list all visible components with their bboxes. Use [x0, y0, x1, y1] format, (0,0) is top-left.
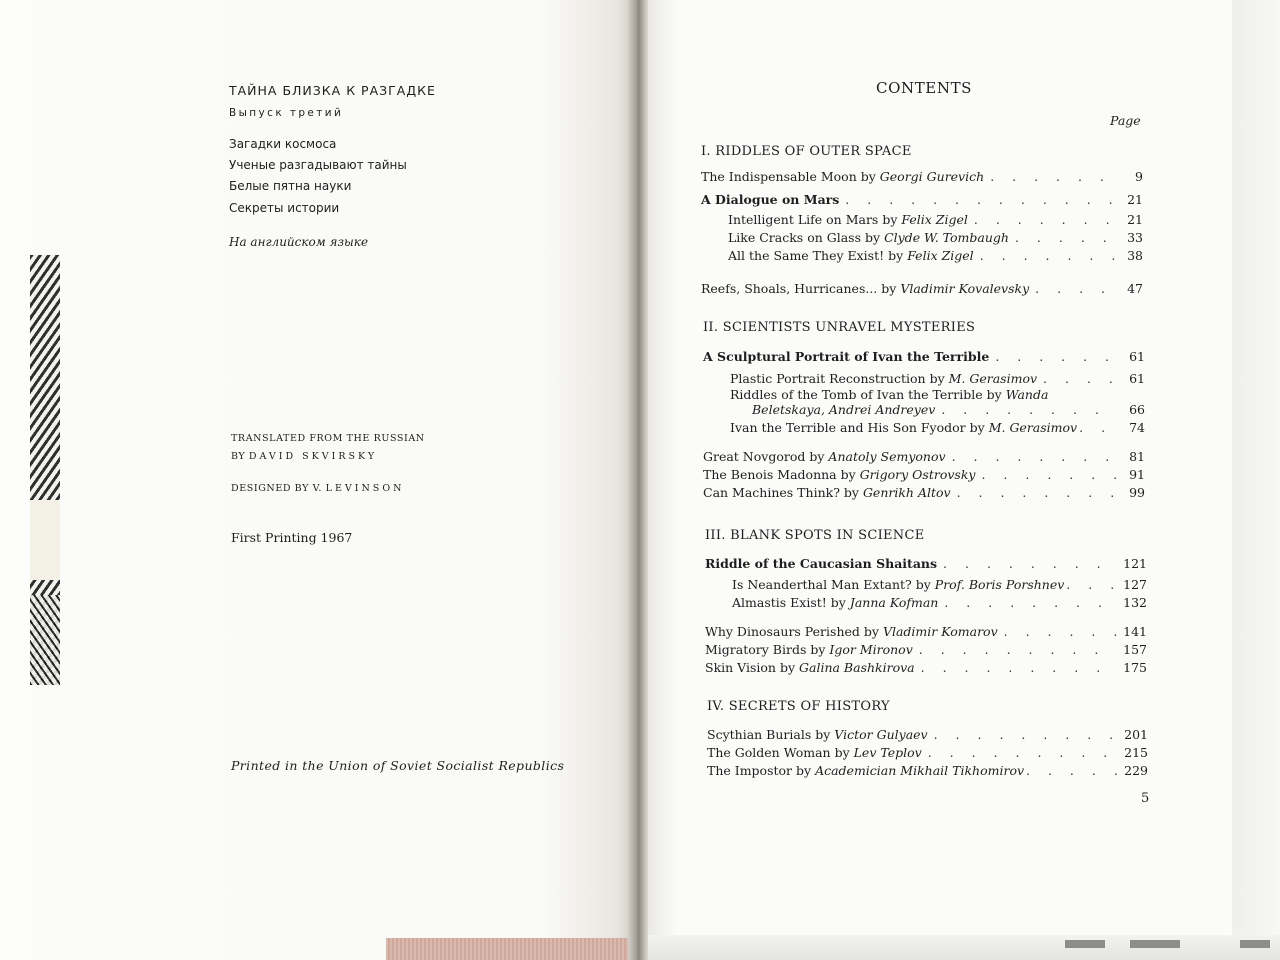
entry-title: Like Cracks on Glass [728, 230, 862, 245]
entry-author: Vladimir Komarov [882, 624, 998, 639]
toc-entry [703, 467, 1145, 483]
cover-art-strip-light [30, 500, 60, 580]
leader-dots [845, 192, 1115, 208]
entry-title: The Impostor [707, 763, 793, 778]
toc-entry [701, 281, 1143, 297]
entry-text [730, 420, 1077, 436]
toc-entry [701, 169, 1143, 185]
leader-dots [921, 660, 1118, 676]
entry-text [707, 745, 922, 761]
russian-item: Секреты истории [229, 201, 340, 215]
toc-entry [707, 763, 1148, 779]
leader-dots [941, 402, 1117, 418]
entry-page: 121 [1123, 556, 1147, 571]
leader-dots [1043, 371, 1117, 387]
entry-text [707, 727, 928, 743]
entry-page: 81 [1129, 449, 1145, 464]
contents-heading: CONTENTS [876, 79, 973, 97]
entry-text [705, 660, 915, 676]
russian-title: ТАЙНА БЛИЗКА К РАЗГАДКЕ [229, 83, 436, 98]
entry-page: 91 [1129, 467, 1145, 482]
bottom-edge [648, 935, 1280, 960]
toc-entry [707, 727, 1148, 743]
russian-item: Ученые разгадывают тайны [229, 158, 407, 172]
toc-entry [703, 485, 1145, 501]
leader-dots [919, 642, 1117, 658]
entry-by: by [830, 595, 846, 610]
entry-title: The Golden Woman [707, 745, 831, 760]
cover-edge [0, 0, 32, 960]
entry-by: by [929, 371, 945, 386]
entry-text [707, 763, 1024, 779]
entry-author: M. Gerasimov [988, 420, 1078, 435]
leader-dots [1079, 420, 1121, 436]
entry-author: Clyde W. Tombaugh [884, 230, 1009, 245]
entry-by: by [834, 745, 850, 760]
entry-author: Georgi Gurevich [879, 169, 985, 184]
entry-text [703, 449, 946, 465]
entry-title: The Benois Madonna [703, 467, 837, 482]
entry-text [703, 485, 951, 501]
entry-by: by [882, 212, 898, 227]
entry-page: 21 [1127, 212, 1143, 227]
entry-page: 66 [1129, 402, 1145, 417]
entry-page: 99 [1129, 485, 1145, 500]
entry-text [703, 467, 975, 483]
toc-entry [701, 192, 1143, 208]
entry-title: The Indispensable Moon [701, 169, 857, 184]
entry-by: by [969, 420, 985, 435]
entry-page: 38 [1127, 248, 1143, 263]
leader-dots [1035, 281, 1115, 297]
entry-by: by [888, 248, 904, 263]
translated-from: TRANSLATED FROM THE RUSSIAN [231, 433, 425, 444]
entry-page: 229 [1124, 763, 1148, 778]
entry-title: Reefs, Shoals, Hurricanes... [701, 281, 878, 296]
entry-page: 215 [1124, 745, 1148, 760]
entry-title: Riddle of the Caucasian Shaitans [705, 556, 938, 571]
entry-by: by [863, 624, 879, 639]
entry-title: Ivan the Terrible and His Son Fyodor [730, 420, 966, 435]
entry-title: A Sculptural Portrait of Ivan the Terrible [703, 349, 990, 364]
leader-dots [944, 595, 1117, 611]
entry-page: 141 [1123, 624, 1147, 639]
leader-dots [1066, 577, 1121, 593]
edge-mark [1065, 940, 1105, 948]
entry-author: Prof. Boris Porshnev [934, 577, 1065, 592]
entry-author-continued: Beletskaya, Andrei Andreyev [752, 402, 936, 417]
leader-dots [990, 169, 1115, 185]
entry-page: 9 [1135, 169, 1143, 184]
entry-author: Felix Zigel [907, 248, 974, 263]
entry-text [728, 212, 968, 228]
entry-title: Great Novgorod [703, 449, 806, 464]
section-title: IV. SECRETS OF HISTORY [707, 699, 890, 714]
entry-author: Felix Zigel [901, 212, 968, 227]
first-printing: First Printing 1967 [231, 530, 353, 545]
entry-text [705, 624, 998, 640]
leader-dots [980, 248, 1115, 264]
entry-page: 61 [1129, 371, 1145, 386]
entry-by: by [860, 169, 876, 184]
entry-author: Genrikh Altov [862, 485, 951, 500]
entry-title: Scythian Burials [707, 727, 812, 742]
entry-page: 47 [1127, 281, 1143, 296]
page-number: 5 [1141, 791, 1150, 806]
right-edge [1232, 0, 1280, 960]
entry-author: Anatoly Semyonov [828, 449, 946, 464]
section-title: II. SCIENTISTS UNRAVEL MYSTERIES [703, 320, 976, 335]
entry-by: by [843, 485, 859, 500]
leader-dots [1015, 230, 1115, 246]
entry-by: by [810, 642, 826, 657]
leader-dots [943, 556, 1117, 572]
entry-title: Intelligent Life on Mars [728, 212, 879, 227]
entry-by: by [840, 467, 856, 482]
designed-by-label: DESIGNED BY V. [231, 483, 323, 494]
entry-title: Skin Vision [705, 660, 776, 675]
entry-by: by [815, 727, 831, 742]
toc-entry [732, 595, 1147, 611]
leader-dots [995, 349, 1117, 365]
entry-text [728, 248, 974, 264]
entry-author: Grigory Ostrovsky [859, 467, 976, 482]
toc-entry [707, 745, 1148, 761]
leader-dots [981, 467, 1117, 483]
leader-dots [957, 485, 1117, 501]
entry-by: by [809, 449, 825, 464]
entry-text [701, 169, 984, 185]
entry-text [701, 281, 1029, 297]
toc-entry [703, 449, 1145, 465]
entry-title: All the Same They Exist! [728, 248, 885, 263]
section-title: III. BLANK SPOTS IN SCIENCE [705, 528, 925, 543]
toc-entry [728, 230, 1143, 246]
edge-mark [1240, 940, 1270, 948]
entry-title: Can Machines Think? [703, 485, 840, 500]
toc-entry [732, 577, 1147, 593]
entry-title: Almastis Exist! [732, 595, 827, 610]
designer-line [231, 483, 404, 494]
entry-page: 127 [1123, 577, 1147, 592]
leader-dots [934, 727, 1119, 743]
entry-title: Why Dinosaurs Perished [705, 624, 860, 639]
entry-text [705, 642, 913, 658]
entry-title: A Dialogue on Mars [701, 192, 840, 207]
entry-page: 33 [1127, 230, 1143, 245]
entry-page: 201 [1124, 727, 1148, 742]
entry-page: 132 [1123, 595, 1147, 610]
left-page [0, 0, 636, 960]
leader-dots [1026, 763, 1122, 779]
entry-author: Lev Teplov [853, 745, 922, 760]
section-title: I. RIDDLES OF OUTER SPACE [701, 144, 912, 159]
entry-by: by [796, 763, 812, 778]
entry-page: 157 [1123, 642, 1147, 657]
edge-mark [1130, 940, 1180, 948]
entry-title: Plastic Portrait Reconstruction [730, 371, 926, 386]
entry-page: 61 [1129, 349, 1145, 364]
entry-page: 74 [1129, 420, 1145, 435]
entry-by: by [915, 577, 931, 592]
toc-entry [705, 624, 1147, 640]
translator-line [231, 451, 377, 462]
book-gutter [628, 0, 650, 960]
entry-by: by [986, 387, 1002, 402]
translated-by-label: BY [231, 451, 246, 462]
toc-entry [728, 248, 1143, 264]
cover-art-strip-lower [30, 595, 60, 685]
entry-author: M. Gerasimov [948, 371, 1038, 386]
toc-entry [705, 642, 1147, 658]
entry-title: Migratory Birds [705, 642, 807, 657]
language-note: На английском языке [229, 235, 369, 249]
entry-text [732, 595, 938, 611]
entry-author: Victor Gulyaev [834, 727, 928, 742]
entry-author: Vladimir Kovalevsky [900, 281, 1030, 296]
entry-author: Igor Mironov [829, 642, 913, 657]
entry-page: 175 [1123, 660, 1147, 675]
translator-name: DAVID SKVIRSKY [248, 451, 378, 462]
leader-dots [928, 745, 1118, 761]
entry-author: Wanda [1005, 387, 1049, 402]
entry-by: by [779, 660, 796, 675]
entry-author: Janna Kofman [849, 595, 939, 610]
leader-dots [1004, 624, 1118, 640]
entry-title: Riddles of the Tomb of Ivan the Terrible [730, 387, 983, 402]
toc-entry [730, 420, 1145, 436]
entry-by: by [881, 281, 897, 296]
leader-dots [952, 449, 1117, 465]
entry-by: by [865, 230, 881, 245]
entry-page: 21 [1127, 192, 1143, 207]
toc-entry [728, 212, 1143, 228]
endpaper-edge [386, 938, 636, 960]
printed-in: Printed in the Union of Soviet Socialist Republics [231, 758, 565, 773]
toc-entry [703, 349, 1145, 365]
entry-text [728, 230, 1009, 246]
toc-entry-line2 [752, 402, 1145, 418]
entry-text [730, 371, 1037, 387]
leader-dots [974, 212, 1115, 228]
russian-subtitle: Выпуск третий [229, 107, 344, 119]
toc-entry [730, 371, 1145, 387]
russian-item: Загадки космоса [229, 137, 337, 151]
entry-text [732, 577, 1064, 593]
page-column-label: Page [1110, 113, 1141, 128]
russian-item: Белые пятна науки [229, 179, 352, 193]
entry-author: Academician Mikhail Tikhomirov [815, 763, 1025, 778]
designer-name: LEVINSON [325, 483, 405, 494]
toc-entry-line1 [730, 387, 1048, 402]
toc-entry [705, 660, 1147, 676]
entry-author: Galina Bashkirova [799, 660, 915, 675]
toc-entry [705, 556, 1147, 572]
entry-title: Is Neanderthal Man Extant? [732, 577, 912, 592]
